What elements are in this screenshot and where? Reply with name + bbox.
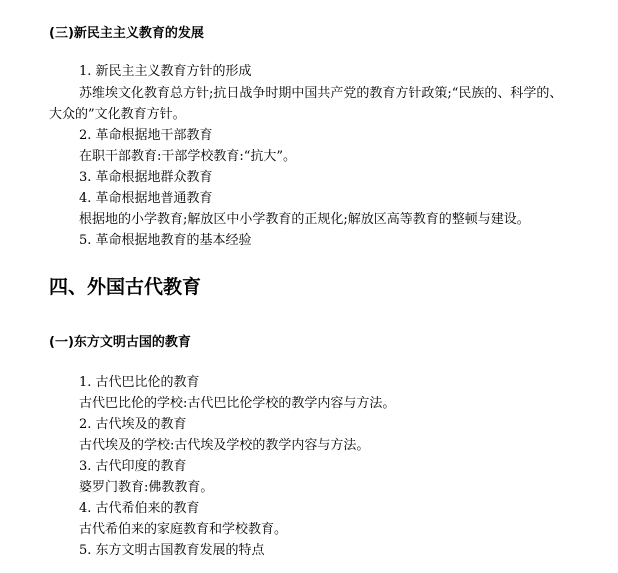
paragraph-line: 古代巴比伦的学校:古代巴比伦学校的教学内容与方法。 <box>79 396 396 411</box>
list-item: 4. 革命根据地普通教育 <box>79 191 213 206</box>
chapter-title-foreign-ancient-education: 四、外国古代教育 <box>49 276 202 298</box>
paragraph-line: 苏维埃文化教育总方针;抗日战争时期中国共产党的教育方针政策;“民族的、科学的、 <box>79 86 563 101</box>
list-item: 3. 古代印度的教育 <box>79 459 187 474</box>
list-item: 2. 革命根据地干部教育 <box>79 128 213 143</box>
paragraph-line: 婆罗门教育:佛教教育。 <box>79 480 214 495</box>
paragraph-line: 古代埃及的学校:古代埃及学校的教学内容与方法。 <box>79 438 370 453</box>
paragraph-line: 大众的”文化教育方针。 <box>49 107 186 122</box>
list-item: 1. 古代巴比伦的教育 <box>79 375 200 390</box>
list-item: 5. 东方文明古国教育发展的特点 <box>79 543 265 558</box>
paragraph-line: 根据地的小学教育;解放区中小学教育的正规化;解放区高等教育的整顿与建设。 <box>79 212 530 227</box>
paragraph-line: 在职干部教育:干部学校教育:“抗大”。 <box>79 149 297 164</box>
list-item: 5. 革命根据地教育的基本经验 <box>79 233 252 248</box>
section-heading-eastern-civilizations: (一)东方文明古国的教育 <box>49 335 191 350</box>
list-item: 2. 古代埃及的教育 <box>79 417 187 432</box>
list-item: 3. 革命根据地群众教育 <box>79 170 213 185</box>
list-item: 4. 古代希伯来的教育 <box>79 501 200 516</box>
section-heading-new-democratic-education: (三)新民主主义教育的发展 <box>49 26 204 41</box>
paragraph-line: 古代希伯来的家庭教育和学校教育。 <box>79 522 288 537</box>
list-item: 1. 新民主主义教育方针的形成 <box>79 64 252 79</box>
